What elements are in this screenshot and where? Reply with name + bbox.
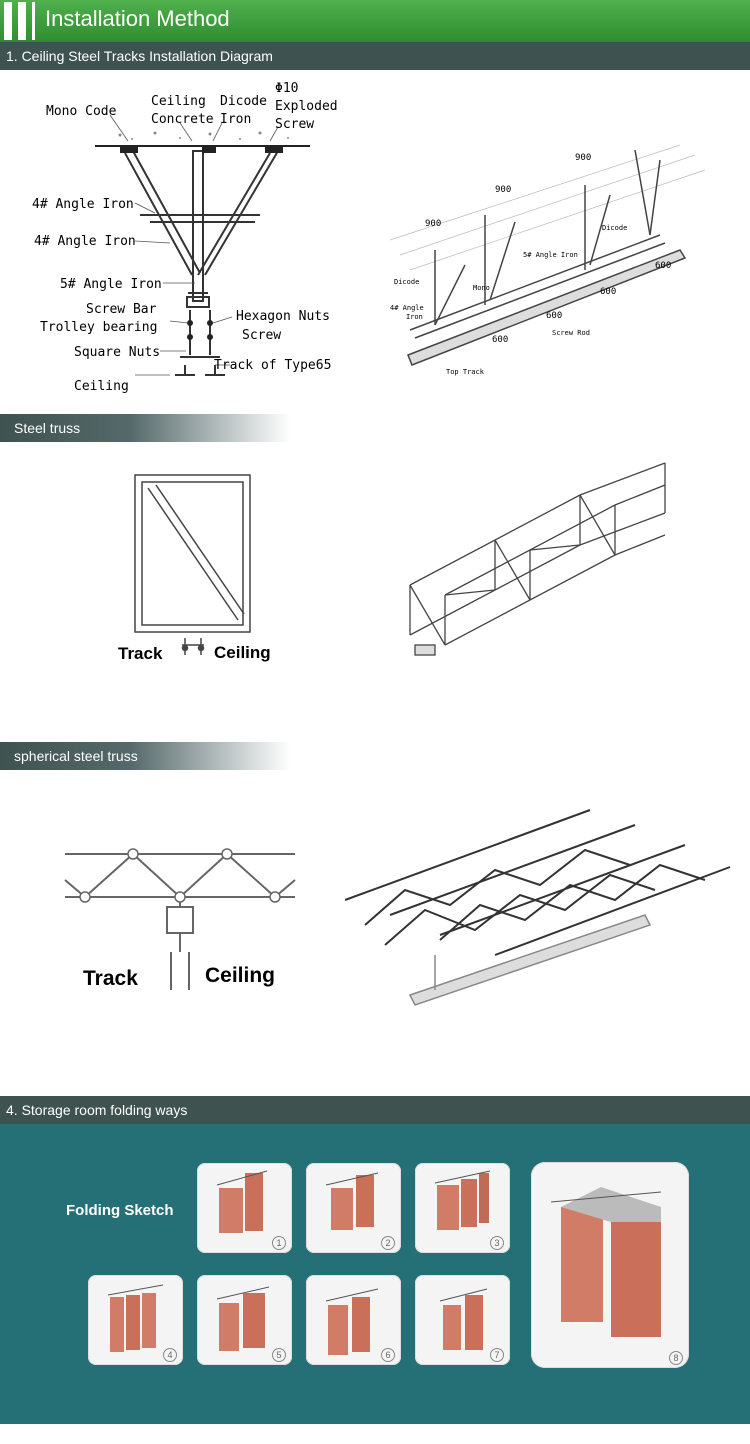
header-stripe	[18, 2, 26, 40]
ceiling-track-cross-section	[20, 75, 350, 405]
folding-tile-4	[88, 1275, 183, 1365]
label-track: Track	[118, 644, 163, 663]
tile-number: 1	[272, 1236, 286, 1250]
tile-number: 7	[490, 1348, 504, 1362]
label-screw-size: Φ10	[275, 81, 299, 96]
label-4-angle-iron: Iron	[406, 313, 423, 321]
label-angle-iron-4b: 4# Angle Iron	[34, 234, 136, 249]
header-stripe	[4, 2, 12, 40]
dim-900-a: 900	[575, 153, 592, 163]
label-dicode: Dicode	[220, 94, 267, 109]
label-ceiling: Ceiling	[205, 964, 276, 987]
dim-900-b: 900	[495, 185, 512, 195]
steel-truss-section	[110, 470, 290, 670]
label-concrete: Concrete	[151, 112, 214, 127]
label-hexagon-nuts: Hexagon Nuts	[236, 309, 330, 324]
tile-number: 6	[381, 1348, 395, 1362]
page-header	[0, 0, 750, 42]
label-track: Track	[83, 967, 138, 990]
dim-600-c: 600	[546, 311, 563, 321]
label-screw: Screw	[242, 328, 282, 343]
label-track-type65: Track of Type65	[214, 358, 332, 373]
label-angle-iron-4a: 4# Angle Iron	[32, 197, 134, 212]
label-dicode-right: Dicode	[602, 224, 628, 232]
folding-sketch-label: Folding Sketch	[66, 1202, 174, 1219]
steel-truss-isometric	[400, 455, 680, 675]
dim-900-c: 900	[425, 219, 442, 229]
label-mono: Mono	[473, 284, 490, 292]
dim-600-b: 600	[600, 287, 617, 297]
label-angle-iron-5: 5# Angle Iron	[60, 277, 162, 292]
folding-tile-8	[531, 1162, 689, 1368]
dim-600-a: 600	[655, 261, 672, 271]
tile-number: 4	[163, 1348, 177, 1362]
label-ceiling-bottom: Ceiling	[74, 379, 129, 394]
label-exploded: Exploded	[275, 99, 338, 114]
section-heading-3: spherical steel truss	[0, 742, 290, 770]
folding-tile-2	[306, 1163, 401, 1253]
spherical-truss-section	[55, 840, 305, 1010]
label-mono-code: Mono Code	[46, 104, 117, 119]
folding-tile-5	[197, 1275, 292, 1365]
section-heading-1: 1. Ceiling Steel Tracks Installation Diagram	[0, 42, 750, 70]
label-screw-bar: Screw Bar	[86, 302, 157, 317]
label-dicode-left: Dicode	[394, 278, 420, 286]
label-screw-rod: Screw Rod	[552, 329, 590, 337]
label-5-angle-iron: 5# Angle Iron	[523, 251, 578, 259]
label-top-track: Top Track	[446, 368, 484, 376]
tile-number: 3	[490, 1236, 504, 1250]
section-heading-4: 4. Storage room folding ways	[0, 1096, 750, 1124]
label-screw-top: Screw	[275, 117, 315, 132]
label-square-nuts: Square Nuts	[74, 345, 161, 360]
page-title: Installation Method	[45, 6, 230, 31]
label-iron: Iron	[220, 112, 252, 127]
label-ceiling: Ceiling	[214, 643, 271, 662]
folding-tile-6	[306, 1275, 401, 1365]
label-ceiling: Ceiling	[151, 94, 206, 109]
folding-tile-3	[415, 1163, 510, 1253]
tile-number: 5	[272, 1348, 286, 1362]
tile-number: 8	[669, 1351, 683, 1365]
label-trolley-bearing: Trolley bearing	[40, 320, 158, 335]
ceiling-track-isometric	[380, 140, 720, 385]
spherical-truss-isometric	[345, 805, 735, 1010]
header-stripe	[32, 2, 35, 40]
dim-600-d: 600	[492, 335, 509, 345]
folding-tile-1	[197, 1163, 292, 1253]
section-heading-2: Steel truss	[0, 414, 290, 442]
label-4-angle: 4# Angle	[390, 304, 424, 312]
tile-number: 2	[381, 1236, 395, 1250]
folding-tile-7	[415, 1275, 510, 1365]
